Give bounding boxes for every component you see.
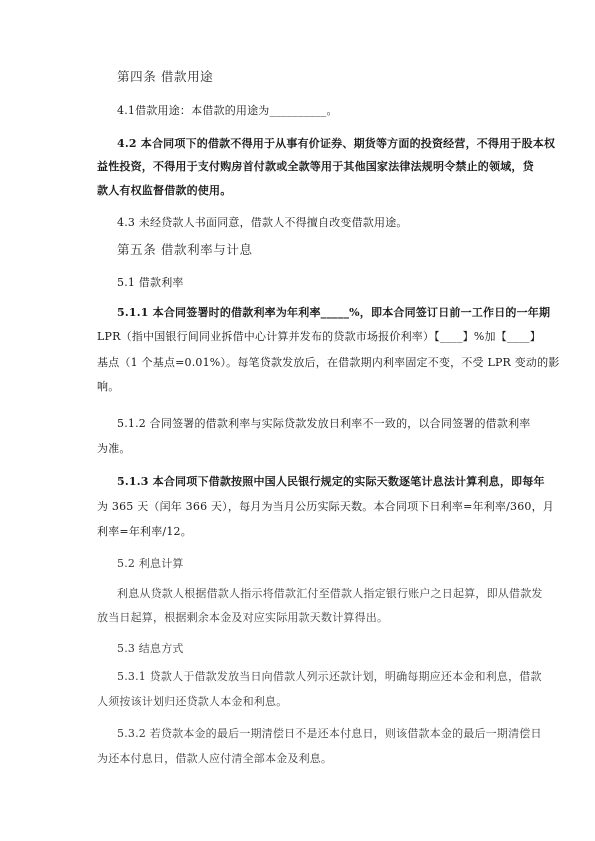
clause-4-2-line-1: 4.2 本合同项下的借款不得用于从事有价证券、期货等方面的投资经营，不得用于股本权 — [117, 137, 556, 150]
clause-5-1-3-line-3: 利率=年利率/12。 — [97, 525, 192, 538]
section-5-1: 5.1 借款利率 — [117, 276, 184, 289]
section-5-2-line-2: 放当日起算，根据剩余本金及对应实际用款天数计算得出。 — [97, 611, 389, 624]
article-4-heading: 第四条 借款用途 — [117, 69, 214, 84]
section-5-3: 5.3 结息方式 — [117, 642, 184, 655]
clause-4-3: 4.3 未经贷款人书面同意，借款人不得擅自改变借款用途。 — [117, 216, 408, 229]
clause-4-1: 4.1借款用途：本借款的用途为__________。 — [117, 104, 338, 117]
clause-5-3-1-line-1: 5.3.1 贷款人于借款发放当日向借款人列示还款计划，明确每期应还本金和利息，借款 — [117, 670, 542, 683]
clause-5-1-1-line-3: 基点（1 个基点=0.01%）。每笔贷款发放后，在借款期内利率固定不变，不受 LPR 变动的影 — [97, 356, 560, 369]
section-5-2-line-1: 利息从贷款人根据借款人指示将借款汇付至借款人指定银行账户之日起算，即从借款发 — [117, 587, 543, 600]
section-5-2: 5.2 利息计算 — [117, 557, 184, 570]
clause-5-1-3-line-1: 5.1.3 本合同项下借款按照中国人民银行规定的实际天数逐笔计息法计算利息，即每年 — [117, 475, 545, 488]
clause-4-2-line-3: 款人有权监督借款的使用。 — [97, 184, 232, 197]
clause-5-1-3-line-2: 为 365 天（闰年 366 天），每月为当月公历实际天数。本合同项下日利率=年利率/360，月 — [97, 500, 554, 513]
clause-5-1-2-line-2: 为准。 — [97, 442, 131, 455]
clause-5-1-1-line-4: 响。 — [97, 380, 120, 393]
clause-5-1-2-line-1: 5.1.2 合同签署的借款利率与实际贷款发放日利率不一致的，以合同签署的借款利率 — [117, 417, 531, 430]
article-5-heading: 第五条 借款利率与计息 — [117, 242, 253, 257]
clause-5-3-2-line-2: 为还本付息日，借款人应付清全部本金及利息。 — [97, 752, 333, 765]
clause-5-3-2-line-1: 5.3.2 若贷款本金的最后一期清偿日不是还本付息日，则该借款本金的最后一期清偿日 — [117, 727, 542, 740]
clause-4-2-line-2: 益性投资，不得用于支付购房首付款或全款等用于其他国家法律法规明令禁止的领域，贷 — [97, 160, 534, 173]
clause-5-1-1-line-2: LPR（指中国银行间同业拆借中心计算并发布的贷款市场报价利率）【____】%加【____】 — [97, 330, 541, 343]
clause-5-1-1-line-1: 5.1.1 本合同签署时的借款利率为年利率_____%，即本合同签订日前一工作日的一年期 — [117, 306, 551, 319]
clause-5-3-1-line-2: 人须按该计划归还贷款人本金和利息。 — [97, 695, 288, 708]
